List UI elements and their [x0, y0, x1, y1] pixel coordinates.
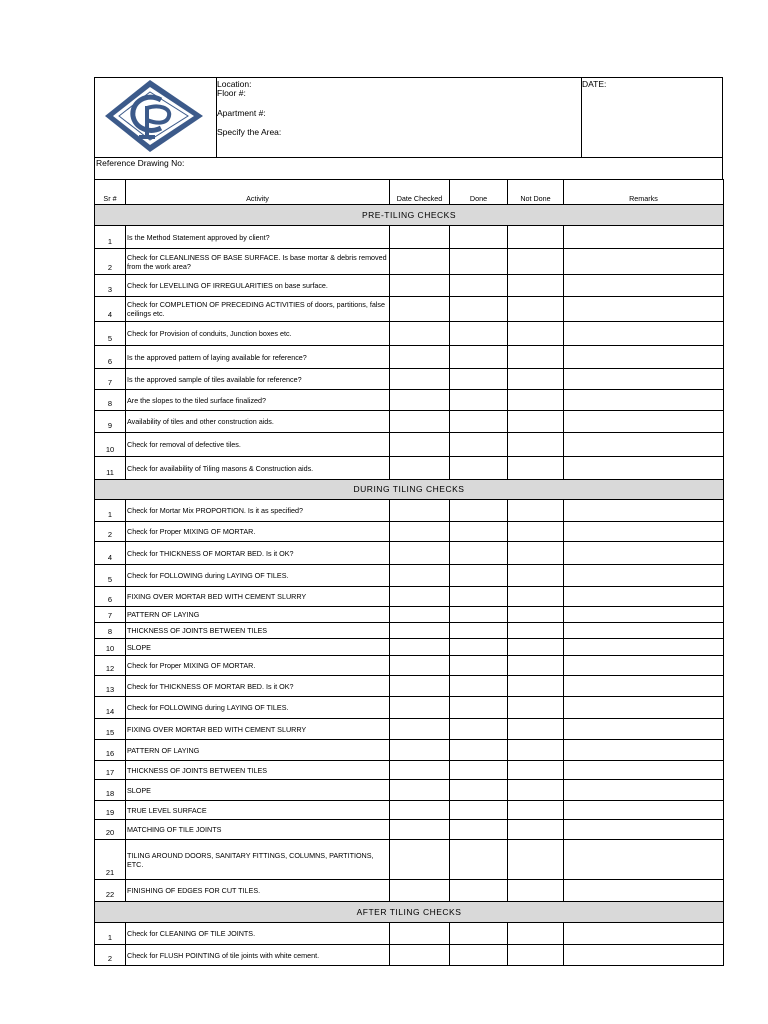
row-activity: Is the approved pattern of laying available for reference?: [126, 346, 390, 369]
not-done-cell[interactable]: [508, 297, 564, 322]
row-activity: Check for LEVELLING OF IRREGULARITIES on base surface.: [126, 275, 390, 297]
not-done-cell[interactable]: [508, 411, 564, 433]
done-cell[interactable]: [450, 542, 508, 565]
not-done-cell[interactable]: [508, 565, 564, 587]
location-block: [217, 78, 582, 157]
section-header: [95, 902, 724, 923]
remarks-cell[interactable]: [564, 656, 724, 676]
row-activity: THICKNESS OF JOINTS BETWEEN TILES: [126, 761, 390, 780]
row-activity: Check for CLEANLINESS OF BASE SURFACE. Is base mortar & debris removed from the work area?: [126, 249, 390, 275]
date-checked-cell[interactable]: [390, 761, 450, 780]
row-sr: 4: [95, 542, 126, 565]
not-done-cell[interactable]: [508, 840, 564, 880]
remarks-cell[interactable]: [564, 322, 724, 346]
row-sr: 8: [95, 623, 126, 639]
remarks-cell[interactable]: [564, 697, 724, 719]
row-activity: Is the Method Statement approved by client?: [126, 226, 390, 249]
date-checked-cell[interactable]: [390, 945, 450, 966]
done-cell[interactable]: [450, 297, 508, 322]
date-checked-cell[interactable]: [390, 346, 450, 369]
table-row: [95, 369, 724, 390]
done-cell[interactable]: [450, 346, 508, 369]
date-checked-cell[interactable]: [390, 880, 450, 902]
row-activity: Check for FLUSH POINTING of tile joints with white cement.: [126, 945, 390, 966]
done-cell[interactable]: [450, 923, 508, 945]
table-row: [95, 297, 724, 322]
table-row: [95, 457, 724, 480]
done-cell[interactable]: [450, 761, 508, 780]
not-done-cell[interactable]: [508, 697, 564, 719]
checklist-sheet: [94, 77, 723, 966]
table-row: [95, 226, 724, 249]
row-activity: Check for Proper MIXING OF MORTAR.: [126, 656, 390, 676]
remarks-cell[interactable]: [564, 923, 724, 945]
not-done-cell[interactable]: [508, 433, 564, 457]
row-activity: SLOPE: [126, 780, 390, 801]
done-cell[interactable]: [450, 880, 508, 902]
date-checked-cell[interactable]: [390, 322, 450, 346]
remarks-cell[interactable]: [564, 457, 724, 480]
date-checked-cell[interactable]: [390, 297, 450, 322]
row-sr: 2: [95, 249, 126, 275]
done-cell[interactable]: [450, 275, 508, 297]
remarks-cell[interactable]: [564, 780, 724, 801]
remarks-cell[interactable]: [564, 587, 724, 607]
done-cell[interactable]: [450, 390, 508, 411]
table-row: [95, 820, 724, 840]
checklist-table: [94, 179, 724, 966]
col-done: Done: [450, 180, 508, 205]
row-sr: 5: [95, 322, 126, 346]
row-activity: FIXING OVER MORTAR BED WITH CEMENT SLURRY: [126, 719, 390, 740]
row-activity: PATTERN OF LAYING: [126, 607, 390, 623]
remarks-cell[interactable]: [564, 226, 724, 249]
row-activity: FIXING OVER MORTAR BED WITH CEMENT SLURRY: [126, 587, 390, 607]
row-sr: 12: [95, 656, 126, 676]
row-sr: 1: [95, 923, 126, 945]
row-sr: 14: [95, 697, 126, 719]
remarks-cell[interactable]: [564, 297, 724, 322]
date-checked-cell[interactable]: [390, 226, 450, 249]
row-activity: Availability of tiles and other construction aids.: [126, 411, 390, 433]
row-sr: 7: [95, 607, 126, 623]
table-row: [95, 697, 724, 719]
row-activity: Check for THICKNESS OF MORTAR BED. Is it OK?: [126, 676, 390, 697]
row-activity: Are the slopes to the tiled surface finalized?: [126, 390, 390, 411]
table-row: [95, 607, 724, 623]
remarks-cell[interactable]: [564, 565, 724, 587]
row-sr: 11: [95, 457, 126, 480]
done-cell[interactable]: [450, 639, 508, 656]
remarks-cell[interactable]: [564, 820, 724, 840]
row-sr: 1: [95, 500, 126, 522]
remarks-cell[interactable]: [564, 639, 724, 656]
remarks-cell[interactable]: [564, 411, 724, 433]
reference-drawing-label: Reference Drawing No:: [94, 157, 723, 179]
row-activity: FINISHING OF EDGES FOR CUT TILES.: [126, 880, 390, 902]
done-cell[interactable]: [450, 840, 508, 880]
done-cell[interactable]: [450, 322, 508, 346]
remarks-cell[interactable]: [564, 500, 724, 522]
date-checked-cell[interactable]: [390, 500, 450, 522]
row-activity: TRUE LEVEL SURFACE: [126, 801, 390, 820]
date-checked-cell[interactable]: [390, 369, 450, 390]
row-sr: 13: [95, 676, 126, 697]
checklist-body: [95, 205, 724, 966]
table-row: [95, 780, 724, 801]
col-not-done: Not Done: [508, 180, 564, 205]
not-done-cell[interactable]: [508, 676, 564, 697]
not-done-cell[interactable]: [508, 390, 564, 411]
remarks-cell[interactable]: [564, 623, 724, 639]
row-activity: Check for Mortar Mix PROPORTION. Is it as specified?: [126, 500, 390, 522]
table-row: [95, 639, 724, 656]
col-sr: Sr #: [95, 180, 126, 205]
section-header: [95, 205, 724, 226]
form-header: [94, 77, 723, 157]
remarks-cell[interactable]: [564, 522, 724, 542]
date-checked-cell[interactable]: [390, 433, 450, 457]
row-sr: 22: [95, 880, 126, 902]
date-checked-cell[interactable]: [390, 587, 450, 607]
done-cell[interactable]: [450, 656, 508, 676]
table-row: [95, 740, 724, 761]
row-activity: SLOPE: [126, 639, 390, 656]
table-row: [95, 719, 724, 740]
remarks-cell[interactable]: [564, 390, 724, 411]
date-checked-cell[interactable]: [390, 719, 450, 740]
row-sr: 21: [95, 840, 126, 880]
section-title: PRE-TILING CHECKS: [95, 205, 724, 226]
remarks-cell[interactable]: [564, 346, 724, 369]
row-sr: 20: [95, 820, 126, 840]
row-sr: 10: [95, 639, 126, 656]
done-cell[interactable]: [450, 719, 508, 740]
not-done-cell[interactable]: [508, 820, 564, 840]
date-checked-cell[interactable]: [390, 820, 450, 840]
row-sr: 2: [95, 522, 126, 542]
not-done-cell[interactable]: [508, 226, 564, 249]
not-done-cell[interactable]: [508, 945, 564, 966]
company-logo: [95, 78, 217, 157]
remarks-cell[interactable]: [564, 761, 724, 780]
done-cell[interactable]: [450, 801, 508, 820]
done-cell[interactable]: [450, 411, 508, 433]
date-checked-cell[interactable]: [390, 275, 450, 297]
row-activity: Check for Proper MIXING OF MORTAR.: [126, 522, 390, 542]
date-checked-cell[interactable]: [390, 623, 450, 639]
row-activity: Is the approved sample of tiles available for reference?: [126, 369, 390, 390]
column-header-row: [95, 180, 724, 205]
table-row: [95, 761, 724, 780]
row-sr: 5: [95, 565, 126, 587]
row-activity: MATCHING OF TILE JOINTS: [126, 820, 390, 840]
date-checked-cell[interactable]: [390, 923, 450, 945]
date-label: DATE:: [582, 79, 607, 89]
not-done-cell[interactable]: [508, 719, 564, 740]
remarks-cell[interactable]: [564, 249, 724, 275]
row-sr: 2: [95, 945, 126, 966]
table-row: [95, 656, 724, 676]
row-activity: Check for availability of Tiling masons & Construction aids.: [126, 457, 390, 480]
not-done-cell[interactable]: [508, 275, 564, 297]
done-cell[interactable]: [450, 780, 508, 801]
area-label: Specify the Area:: [217, 127, 282, 137]
date-checked-cell[interactable]: [390, 607, 450, 623]
row-sr: 6: [95, 587, 126, 607]
not-done-cell[interactable]: [508, 761, 564, 780]
row-activity: Check for FOLLOWING during LAYING OF TILES.: [126, 697, 390, 719]
row-activity: Check for FOLLOWING during LAYING OF TILES.: [126, 565, 390, 587]
remarks-cell[interactable]: [564, 542, 724, 565]
table-row: [95, 433, 724, 457]
row-sr: 9: [95, 411, 126, 433]
date-checked-cell[interactable]: [390, 840, 450, 880]
location-label: Location:: [217, 79, 252, 89]
table-row: [95, 801, 724, 820]
table-row: [95, 676, 724, 697]
not-done-cell[interactable]: [508, 607, 564, 623]
apartment-label: Apartment #:: [217, 108, 266, 118]
table-row: [95, 945, 724, 966]
done-cell[interactable]: [450, 697, 508, 719]
done-cell[interactable]: [450, 820, 508, 840]
not-done-cell[interactable]: [508, 457, 564, 480]
row-activity: Check for THICKNESS OF MORTAR BED. Is it OK?: [126, 542, 390, 565]
remarks-cell[interactable]: [564, 676, 724, 697]
section-header: [95, 480, 724, 500]
date-checked-cell[interactable]: [390, 801, 450, 820]
floor-label: Floor #:: [217, 88, 246, 98]
remarks-cell[interactable]: [564, 880, 724, 902]
remarks-cell[interactable]: [564, 840, 724, 880]
not-done-cell[interactable]: [508, 346, 564, 369]
not-done-cell[interactable]: [508, 923, 564, 945]
section-title: AFTER TILING CHECKS: [95, 902, 724, 923]
table-row: [95, 411, 724, 433]
done-cell[interactable]: [450, 433, 508, 457]
date-checked-cell[interactable]: [390, 676, 450, 697]
row-sr: 19: [95, 801, 126, 820]
remarks-cell[interactable]: [564, 607, 724, 623]
done-cell[interactable]: [450, 945, 508, 966]
done-cell[interactable]: [450, 740, 508, 761]
not-done-cell[interactable]: [508, 369, 564, 390]
date-checked-cell[interactable]: [390, 542, 450, 565]
table-row: [95, 249, 724, 275]
table-row: [95, 587, 724, 607]
table-row: [95, 880, 724, 902]
date-checked-cell[interactable]: [390, 697, 450, 719]
row-sr: 1: [95, 226, 126, 249]
date-checked-cell[interactable]: [390, 390, 450, 411]
table-row: [95, 840, 724, 880]
table-row: [95, 522, 724, 542]
row-sr: 10: [95, 433, 126, 457]
remarks-cell[interactable]: [564, 945, 724, 966]
table-row: [95, 623, 724, 639]
table-row: [95, 346, 724, 369]
done-cell[interactable]: [450, 565, 508, 587]
col-date-checked: Date Checked: [390, 180, 450, 205]
date-checked-cell[interactable]: [390, 565, 450, 587]
table-row: [95, 923, 724, 945]
row-sr: 16: [95, 740, 126, 761]
remarks-cell[interactable]: [564, 740, 724, 761]
table-row: [95, 500, 724, 522]
date-checked-cell[interactable]: [390, 639, 450, 656]
date-checked-cell[interactable]: [390, 522, 450, 542]
not-done-cell[interactable]: [508, 249, 564, 275]
remarks-cell[interactable]: [564, 275, 724, 297]
date-checked-cell[interactable]: [390, 740, 450, 761]
row-activity: Check for COMPLETION OF PRECEDING ACTIVITIES of doors, partitions, false ceilings etc.: [126, 297, 390, 322]
row-activity: PATTERN OF LAYING: [126, 740, 390, 761]
done-cell[interactable]: [450, 500, 508, 522]
remarks-cell[interactable]: [564, 433, 724, 457]
not-done-cell[interactable]: [508, 880, 564, 902]
date-checked-cell[interactable]: [390, 249, 450, 275]
done-cell[interactable]: [450, 607, 508, 623]
done-cell[interactable]: [450, 226, 508, 249]
done-cell[interactable]: [450, 623, 508, 639]
row-sr: 6: [95, 346, 126, 369]
table-row: [95, 542, 724, 565]
row-activity: Check for CLEANING OF TILE JOINTS.: [126, 923, 390, 945]
date-checked-cell[interactable]: [390, 656, 450, 676]
done-cell[interactable]: [450, 522, 508, 542]
row-sr: 8: [95, 390, 126, 411]
remarks-cell[interactable]: [564, 719, 724, 740]
company-logo-icon: [95, 78, 216, 157]
not-done-cell[interactable]: [508, 322, 564, 346]
remarks-cell[interactable]: [564, 369, 724, 390]
done-cell[interactable]: [450, 369, 508, 390]
not-done-cell[interactable]: [508, 587, 564, 607]
row-sr: 17: [95, 761, 126, 780]
row-activity: THICKNESS OF JOINTS BETWEEN TILES: [126, 623, 390, 639]
done-cell[interactable]: [450, 457, 508, 480]
not-done-cell[interactable]: [508, 656, 564, 676]
table-row: [95, 322, 724, 346]
col-remarks: Remarks: [564, 180, 724, 205]
date-checked-cell[interactable]: [390, 457, 450, 480]
not-done-cell[interactable]: [508, 740, 564, 761]
not-done-cell[interactable]: [508, 780, 564, 801]
row-sr: 15: [95, 719, 126, 740]
table-row: [95, 275, 724, 297]
row-sr: 18: [95, 780, 126, 801]
row-sr: 7: [95, 369, 126, 390]
row-activity: TILING AROUND DOORS, SANITARY FITTINGS, COLUMNS, PARTITIONS, ETC.: [126, 840, 390, 880]
col-activity: Activity: [126, 180, 390, 205]
done-cell[interactable]: [450, 676, 508, 697]
done-cell[interactable]: [450, 249, 508, 275]
not-done-cell[interactable]: [508, 639, 564, 656]
not-done-cell[interactable]: [508, 500, 564, 522]
date-checked-cell[interactable]: [390, 411, 450, 433]
not-done-cell[interactable]: [508, 522, 564, 542]
done-cell[interactable]: [450, 587, 508, 607]
not-done-cell[interactable]: [508, 801, 564, 820]
row-sr: 3: [95, 275, 126, 297]
not-done-cell[interactable]: [508, 623, 564, 639]
date-checked-cell[interactable]: [390, 780, 450, 801]
not-done-cell[interactable]: [508, 542, 564, 565]
row-sr: 4: [95, 297, 126, 322]
remarks-cell[interactable]: [564, 801, 724, 820]
row-activity: Check for Provision of conduits, Junction boxes etc.: [126, 322, 390, 346]
table-row: [95, 565, 724, 587]
section-title: DURING TILING CHECKS: [95, 480, 724, 500]
table-row: [95, 390, 724, 411]
row-activity: Check for removal of defective tiles.: [126, 433, 390, 457]
